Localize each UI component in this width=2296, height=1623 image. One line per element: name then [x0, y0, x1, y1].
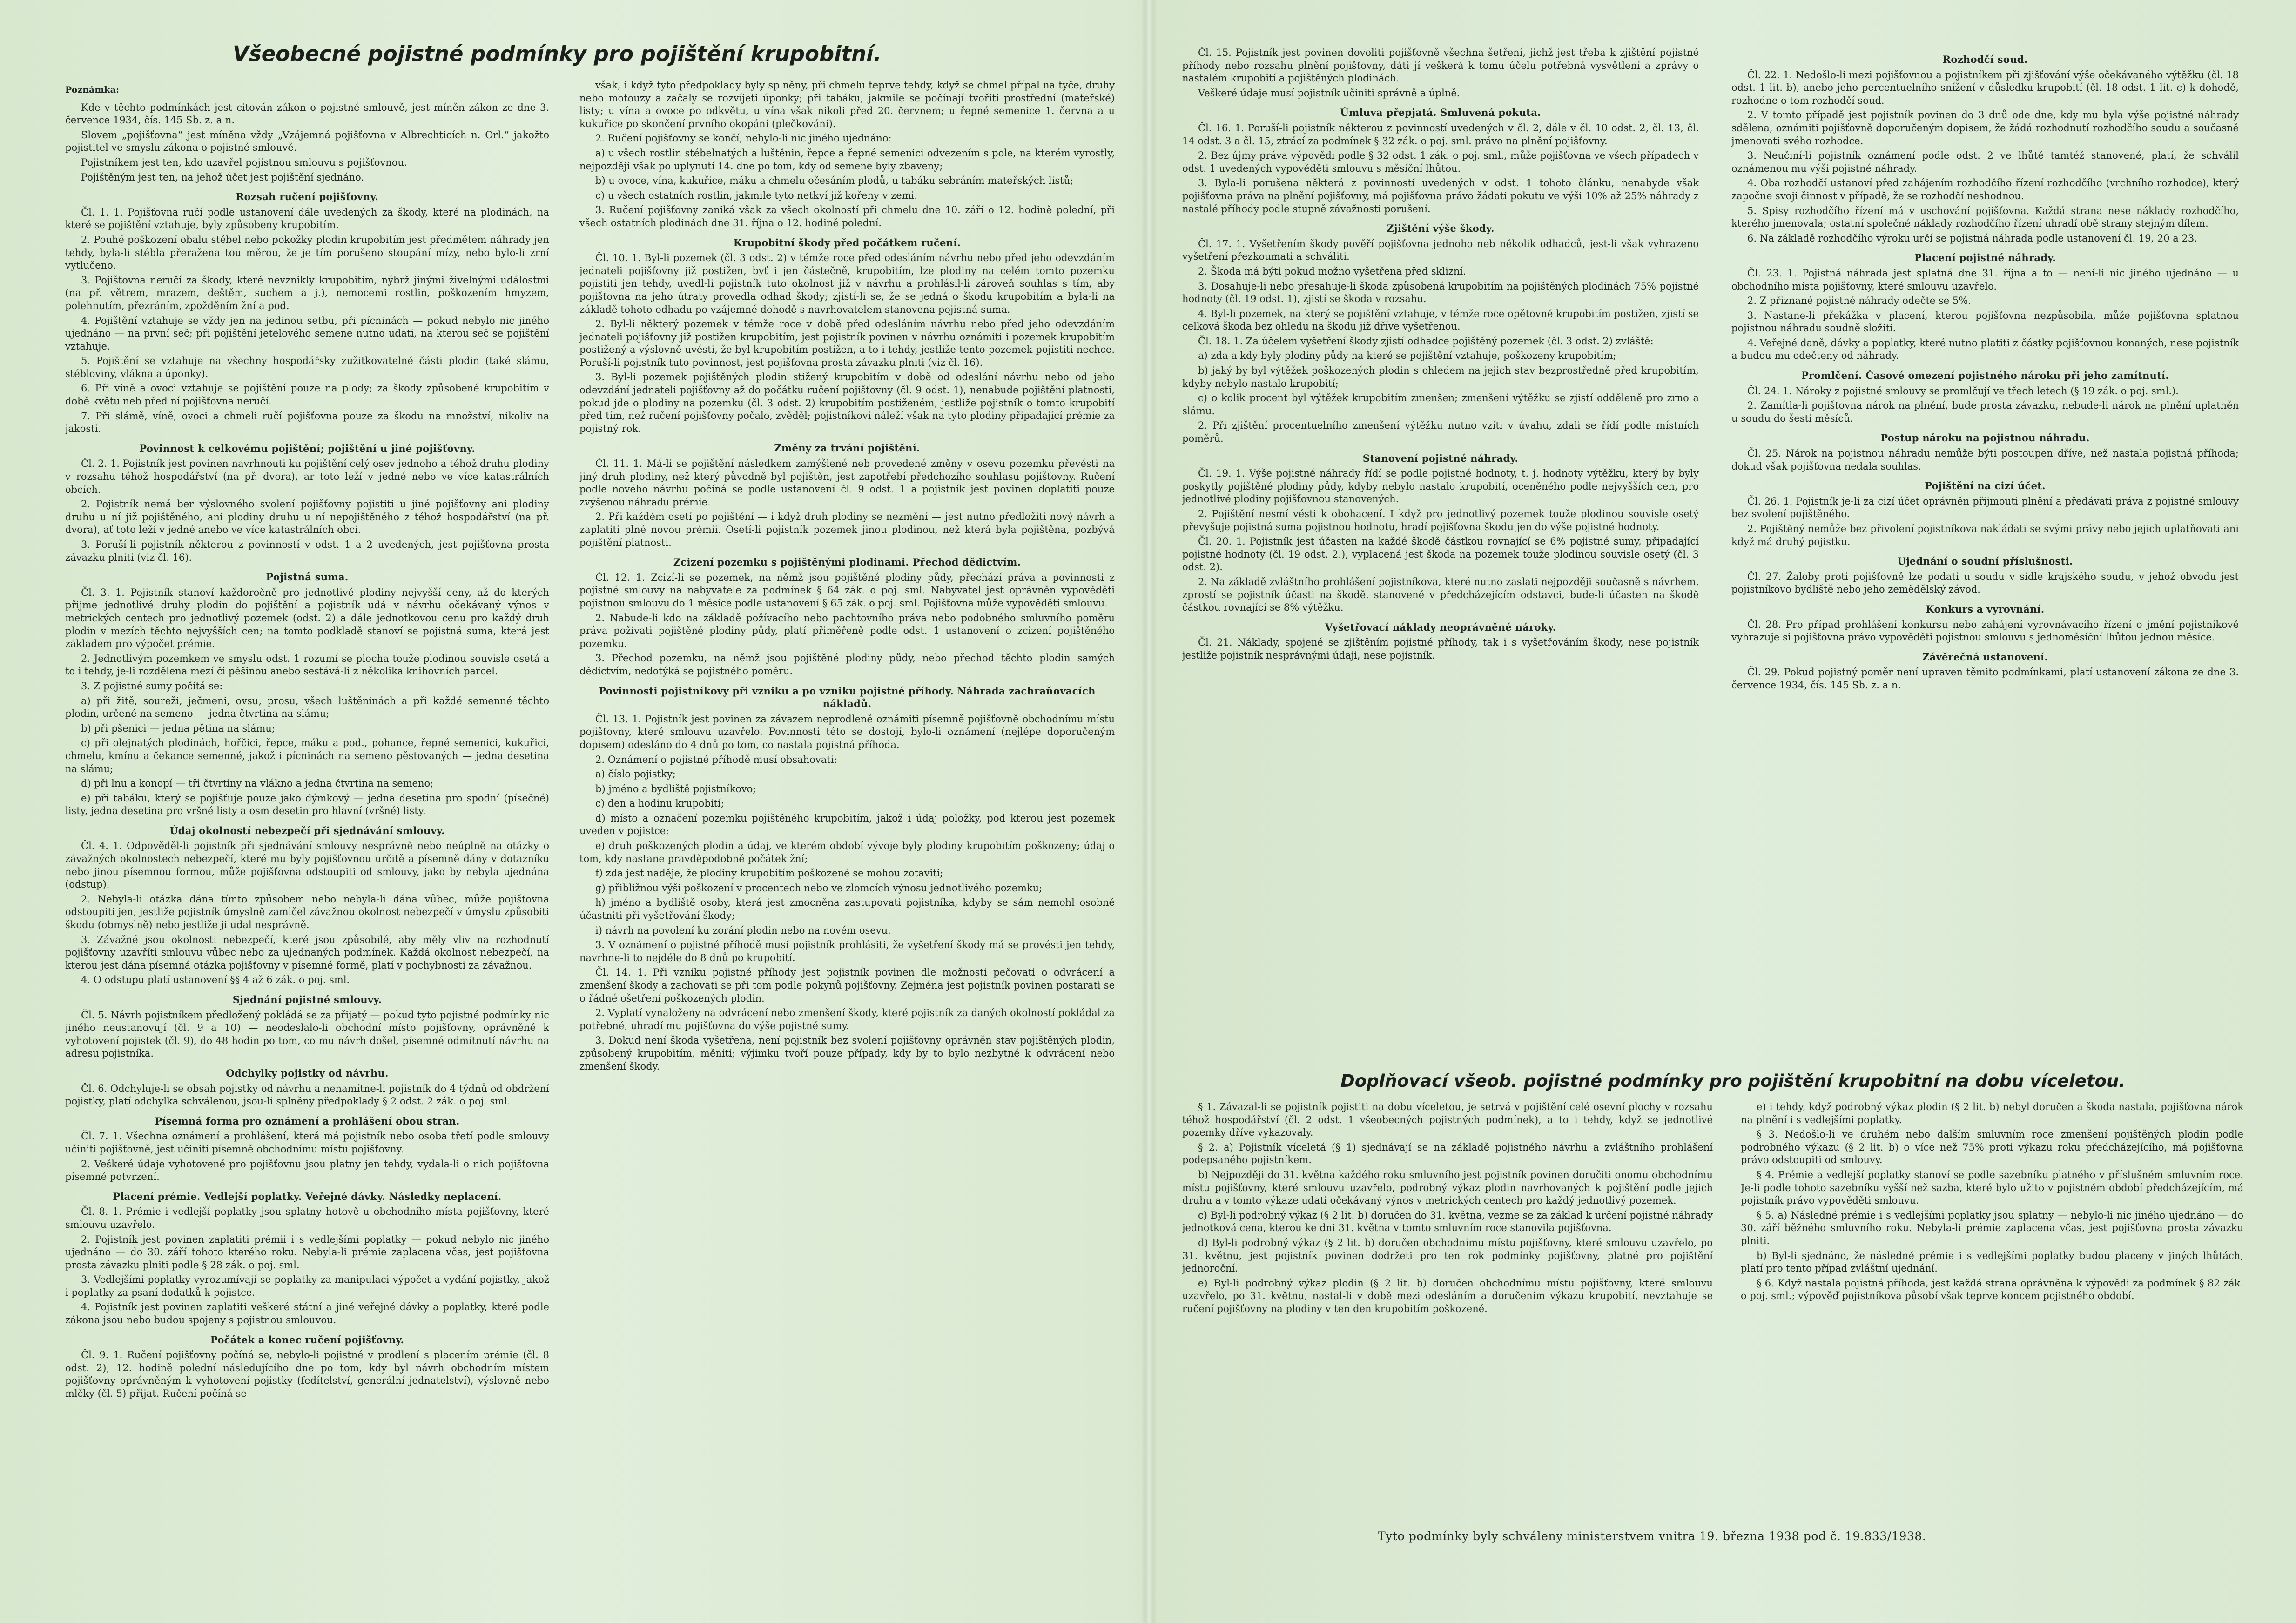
paragraph: 5. Spisy rozhodčího řízení má v uschování pojišťovna. Každá strana nese náklady rozhodčího, kterého jmenovala; ostatní společné náklady rozhodčího řízení uhradí obě strany stejným dílem. [1731, 205, 2239, 229]
paragraph: Čl. 29. Pokud pojistný poměr není upraven těmito podmínkami, platí ustanovení zákona ze dne 3. července 1934, čís. 145 Sb. z. a n. [1731, 667, 2239, 691]
paragraph: Pojistníkem jest ten, kdo uzavřel pojistnou smlouvu s pojišťovnou. [81, 156, 407, 168]
paragraph: b) u ovoce, vína, kukuřice, máku a chmelu očesáním plodů, u tabáku sebráním mateřských listů; [595, 175, 1074, 187]
paragraph: Čl. 2. 1. Pojistník jest povinen navrhnouti ku pojištění celý osev jednoho a téhož druhu plodiny v rozsahu téhož hospodářství (na př. dvora), ar toto leží v jedné nebo ve více katastrálních obcích. [65, 458, 549, 495]
paragraph: 5. Pojištění se vztahuje na všechny hospodářsky zužitkovatelné části plodin (také slámu, stébloviny, vlákna a úponky). [65, 355, 549, 379]
paragraph: 3. V oznámení o pojistné příhodě musí pojistník prohlásiti, že vyšetření škody má se provésti jen tehdy, navrhne-li to nejdéle do 8 dnů po krupobití. [579, 939, 1115, 963]
paragraph: Čl. 17. 1. Vyšetřením škody pověří pojišťovna jednoho neb několik odhadců, jest-li však vyhrazeno vyšetření přezkoumati a schváliti. [1182, 238, 1699, 263]
section-heading: Počátek a konec ručení pojišťovny. [210, 1333, 404, 1346]
paragraph: d) Byl-li podrobný výkaz (§ 2 lit. b) doručen obchodnímu místu pojišťovny, které smlouvu uzavřelo, po 31. květnu, jest pojistník povinen dodržeti pro ten rok podmínky pojišťovny, platné pro pojištění jednoroční. [1182, 1237, 1713, 1274]
section-heading: Ujednání o soudní příslušnosti. [1897, 555, 2073, 567]
paragraph: d) místo a označení pozemku pojištěného krupobitím, jakož i údaj položky, pod kterou jest pozemek uveden v pojistce; [579, 812, 1115, 837]
paragraph: Čl. 24. 1. Nároky z pojistné smlouvy se promlčují ve třech letech (§ 19 zák. o poj. sml.). [1747, 385, 2179, 397]
paragraph: Čl. 11. 1. Má-li se pojištění následkem zamýšlené neb provedené změny v osevu pozemku převésti na jiný druh plodiny, než který původně byl pojištěn, jest zapotřebí předchozího souhlasu pojišťovny. Ručení podle nového návrhu počíná se podle ustanovení čl. 9 odst. 1 a pojistník jest povinen doplatiti pouze zvýšenou náhradu prémie. [579, 458, 1115, 508]
paragraph: b) při pšenici — jedna pětina na slámu; [81, 722, 275, 734]
section-heading: Rozhodčí soud. [1942, 54, 2028, 65]
paragraph: Čl. 9. 1. Ručení pojišťovny počíná se, nebylo-li pojistné v prodlení s placením prémie (čl. 8 odst. 2), 12. hodině polední následujícího dne po tom, kdy byl návrh obchodním místem pojišťovny oprávněným k vyhotovení pojistky (fedítelství, generální jednatelství), výslovně nebo mlčky (čl. 5) přijat. Ručení počíná se [65, 1349, 549, 1400]
paragraph: 4. Pojištění vztahuje se vždy jen na jedinou setbu, při pícninách — pokud nebylo nic jiného ujednáno — na první seč; při pojištění jetelového semene nutno udati, na kterou seč se pojištění vztahuje. [65, 315, 549, 352]
paragraph: 2. Pouhé poškození obalu stébel nebo pokožky plodin krupobitím jest předmětem náhrady jen tehdy, byla-li stébla přeražena tou měrou, že je tím porušeno stoupání mízy, nebo bylo-li zrní vytlučeno. [65, 234, 549, 271]
paragraph: 2. Při zjištění procentuelního zmenšení výtěžku nutno vzíti v úvahu, zdali se řídí podle místních poměrů. [1182, 420, 1699, 444]
section-heading: Povinnost k celkovému pojištění; pojištění u jiné pojišťovny. [139, 442, 475, 454]
paragraph: e) při tabáku, který se pojišťuje pouze jako dýmkový — jedna desetina pro spodní (písečné) listy, jedna desetina pro vršné listy a osm desetin pro hlavní (vršné) listy. [65, 792, 549, 817]
section-heading: Stanovení pojistné náhrady. [1362, 452, 1519, 464]
paragraph: Čl. 6. Odchyluje-li se obsah pojistky od návrhu a nenamítne-li pojistník do 4 týdnů od obdržení pojistky, platí odchylka schválenou, jsou-li splněny předpoklady § 2 odst. 2 zák. o poj. sml. [65, 1083, 549, 1107]
section-heading: Zcizení pozemku s pojištěnými plodinami. Přechod dědictvím. [673, 556, 1021, 568]
paragraph: Slovem „pojišťovna“ jest míněna vždy „Vzájemná pojišťovna v Albrechticích n. Orl.“ jakožto pojistitel ve smyslu zákona o pojistné smlouvě. [65, 129, 549, 154]
section-heading: Změny za trvání pojištění. [774, 442, 920, 454]
paragraph: 4. O odstupu platí ustanovení §§ 4 až 6 zák. o poj. sml. [81, 974, 350, 986]
paragraph: Pojištěným jest ten, na jehož účet jest pojištění sjednáno. [81, 171, 364, 183]
paragraph: 2. Pojištění nesmí vésti k obohacení. I když pro jednotlivý pozemek touže plodinou souvisle osetý převyšuje pojistná suma pojistnou hodnotu, hradí pojišťovna škodu jen do výše pojistné hodnoty. [1182, 508, 1699, 532]
paragraph: § 3. Nedošlo-li ve druhém nebo dalším smluvním roce zmenšení pojištěných plodin podle podrobného výkazu (§ 2 lit. b) o více než 75% proti výkazu roku předcházejícího, má pojišťovna právo odstoupiti od smlouvy. [1741, 1129, 2243, 1166]
paragraph: b) jaký by byl výtěžek poškozených plodin s ohledem na jejich stav bezprostředně před krupobitím, kdyby nebylo nastalo krupobití; [1182, 365, 1699, 389]
paragraph: Kde v těchto podmínkách jest citován zákon o pojistné smlouvě, jest míněn zákon ze dne 3. července 1934, čís. 145 Sb. z. a n. [65, 101, 549, 126]
paragraph: 3. Pojišťovna neručí za škody, které nevznikly krupobitím, nýbrž jinými živelnými událostmi (na př. větrem, mrazem, deštěm, suchem a j.), nemocemi rostlin, poškozením hmyzem, polehnutím, přezráním, zpožděním žní a pod. [65, 274, 549, 311]
section-heading: Úmluva přepjatá. Smluvená pokuta. [1340, 107, 1541, 119]
paragraph: 3. Byla-li porušena některá z povinností uvedených v odst. 1 tohoto článku, nenabyde však pojišťovna práva na plnění pojišťovny, má pojišťovna právo žádati pokutu ve výši 10% až 25% náhrady z nastalé příhody podle stupně závažnosti porušení. [1182, 177, 1699, 215]
paragraph: 3. Z pojistné sumy počítá se: [81, 680, 223, 692]
section-heading: Krupobitní škody před počátkem ručení. [733, 236, 961, 249]
paragraph: a) zda a kdy byly plodiny půdy na které se pojištění vztahuje, poškozeny krupobitím; [1198, 350, 1616, 362]
paragraph: 2. Nabude-li kdo na základě požívacího nebo pachtovního práva nebo podobného smluvního poměru práva požívati pojištěné plodiny půdy, platí přiměřeně podle odst. 1 ustanovení o zcizení pojištěného pozemku. [579, 612, 1115, 649]
paragraph: však, i když tyto předpoklady byly splněny, při chmelu teprve tehdy, když se chmel přípal na tyče, druhy nebo motouzy a začaly se rozvíjeti úponky; při tabáku, jakmile se počínají tvořiti prostřední (mateřské) listy; u vína a ovoce po odkvětu, u vína však nikoli před 20. červnem; u řepné semenice 1. června a u kukuřice po skončení prvního okopání (plečkování). [579, 80, 1115, 129]
paragraph: e) druh poškozených plodin a údaj, ve kterém období vývoje byly plodiny krupobitím poškozeny; údaj o tom, kdy nastane pravděpodobně počátek žní; [579, 840, 1115, 864]
section-heading: Písemná forma pro oznámení a prohlášení obou stran. [155, 1115, 460, 1127]
paragraph: 3. Dosahuje-li nebo přesahuje-li škoda způsobená krupobitím na pojištěných plodinách 75% pojistné hodnoty (čl. 19 odst. 1), zjistí se škoda v rozsahu. [1182, 280, 1699, 305]
paragraph: Veškeré údaje musí pojistník učiniti správně a úplně. [1198, 87, 1460, 99]
paragraph: Čl. 26. 1. Pojistník je-li za cizí účet oprávněn přijmouti plnění a předávati práva z pojistné smlouvy bez svolení pojištěného. [1731, 495, 2239, 520]
paragraph: Čl. 22. 1. Nedošlo-li mezi pojišťovnou a pojistníkem při zjišťování výše očekávaného výtěžku (čl. 18 odst. 1 lit. b), anebo jeho percentuelního snížení v důsledku krupobití (čl. 18 odst. 1 lit. c) k dohodě, rozhodne o tom rozhodčí soud. [1731, 69, 2239, 106]
text-column-2 [579, 79, 1115, 1569]
paragraph: Čl. 25. Nárok na pojistnou náhradu nemůže býti postoupen dříve, než nastala pojistná příhoda; dokud však pojišťovna nedala souhlas. [1731, 448, 2239, 472]
paragraph: 3. Neučiní-li pojistník oznámení podle odst. 2 ve lhůtě tamtéž stanovené, platí, že schválil oznámenou mu výši pojistné náhrady. [1731, 150, 2239, 174]
paper-fold [1141, 0, 1157, 1623]
paragraph: Čl. 20. 1. Pojistník jest účasten na každé škodě částkou rovnající se 6% pojistné sumy, připadající pojistné hodnoty (čl. 19 odst. 2.), vyplacená jest škoda na pozemek touže plodinou souvisle osetý (čl. 3 odst. 2). [1182, 536, 1699, 573]
paragraph: 2. Pojistník jest povinen zaplatiti prémii i s vedlejšími poplatky — pokud nebylo nic jiného ujednáno — do 30. září tohoto kterého roku. Nebyla-li prémie zaplacena včas, jest pojišťovna prosta závazku plniti podle § 28 zák. o poj. sml. [65, 1233, 549, 1271]
paragraph: 4. Oba rozhodčí ustanoví před zahájením rozhodčího řízení rozhodčího (vrchního rozhodce), který započne svoji činnost v případě, že se rozhodčí neshodnou. [1731, 177, 2239, 202]
section-heading: Údaj okolností nebezpečí při sjednávání smlouvy. [169, 824, 445, 836]
paragraph: 2. Nebyla-li otázka dána tímto způsobem nebo nebyla-li dána vůbec, může pojišťovna odstoupiti jen, jestliže pojistník úmyslně zamlčel závažnou okolnost nebezpečí v úmyslu způsobiti škodu (obmyslně) nebo jestliže ji udal nesprávně. [65, 893, 549, 931]
supplement-title: Doplňovací všeob. pojistné podmínky pro pojištění krupobitní na dobu víceletou. [1340, 1071, 2126, 1091]
paragraph: 2. Oznámení o pojistné příhodě musí obsahovati: [595, 754, 837, 765]
section-heading: Rozsah ručení pojišťovny. [236, 191, 379, 203]
section-heading: Konkurs a vyrovnání. [1926, 603, 2045, 615]
paragraph: b) jméno a bydliště pojistníkovo; [595, 783, 756, 795]
paragraph: Čl. 16. 1. Poruší-li pojistník některou z povinností uvedených v čl. 2, dále v čl. 10 odst. 2, čl. 13, čl. 14 odst. 3 a čl. 15, ztrácí za podmínek § 32 zák. o poj. sml. právo na plnění pojišťovny. [1182, 122, 1699, 147]
section-heading: Odchylky pojistky od návrhu. [226, 1067, 389, 1079]
paragraph: c) den a hodinu krupobití; [595, 798, 724, 809]
section-heading: Pojistná suma. [266, 571, 349, 583]
document-title: Všeobecné pojistné podmínky pro pojištění krupobitní. [233, 41, 882, 66]
paragraph: b) Byl-li sjednáno, že následné prémie i s vedlejšími poplatky budou placeny v jiných lhůtách, platí pro tento případ zvláštní ujednání. [1741, 1250, 2243, 1274]
paragraph: 4. Byl-li pozemek, na který se pojištění vztahuje, v témže roce opětovně krupobitím postižen, zjistí se celková škoda bez ohledu na škodu již dříve vyšetřenou. [1182, 308, 1699, 332]
paragraph: Čl. 13. 1. Pojistník jest povinen za závazem neprodleně oznámiti písemně pojišťovně obchodnímu místu pojišťovny, které smlouvu uzavřelo. Povinnosti této se dostojí, bylo-li oznámení (nejlépe doporučeným dopisem) odesláno do 4 dnů po tom, co nastala pojistná příhoda. [579, 713, 1115, 750]
paragraph: 3. Nastane-li překážka v placení, kterou pojišťovna nezpůsobila, může pojišťovna splatnou pojistnou náhradu soudně složiti. [1731, 310, 2239, 334]
paragraph: 3. Poruší-li pojistník některou z povinností v odst. 1 a 2 uvedených, jest pojišťovna prosta závazku plniti (viz čl. 16). [65, 539, 549, 563]
paragraph: § 6. Když nastala pojistná příhoda, jest každá strana oprávněna k výpovědi za podmínek § 82 zák. o poj. sml.; výpověď pojistníkova působí však teprve koncem pojistného období. [1741, 1277, 2243, 1302]
paragraph: h) jméno a bydliště osoby, která jest zmocněna zastupovati pojistníka, kdyby se sám nemohl osobně účastniti při vyšetřování škody; [579, 897, 1115, 922]
paragraph: f) zda jest naděje, že plodiny krupobitím poškozené se mohou zotaviti; [595, 868, 943, 879]
paragraph: Čl. 3. 1. Pojistník stanoví každoročně pro jednotlivé plodiny nejvyšší ceny, až do kterých přijme jednotlivé druhy plodin do pojištění a pojistník udá v návrhu očekávaný výnos v metrických centech pro jednotlivý pozemek (odst. 2) a dále jednotkovou cenu pro každý druh plodin v mezích těchto nejvyšších cen; na tomto podkladě stanoví se pojistná suma, která jest základem pro výpočet prémie. [65, 586, 549, 650]
approval-line: Tyto podmínky byly schváleny ministerstvem vnitra 19. března 1938 pod č. 19.833/1938. [1378, 1529, 1926, 1543]
paragraph: c) při olejnatých plodinách, hořčici, řepce, máku a pod., pohance, řepné semenici, kukuřici, chmelu, kmínu a čekance semenné, jakož i pícninách na semeno pěstovaných — jedna desetina na slámu; [65, 737, 549, 774]
paragraph: § 1. Závazal-li se pojistník pojistiti na dobu víceletou, je setrvá v pojištění celé osevní plochy v rozsahu téhož hospodářství (čl. 2 odst. 1 všeobecných pojistných podmínek), a to i tehdy, když se jednotlivé pozemky dříve vykazovaly. [1182, 1101, 1713, 1138]
paragraph: Čl. 27. Žaloby proti pojišťovně lze podati u soudu v sídle krajského soudu, v jehož obvodu jest pojistníkovo bydliště nebo jeho zemědělský závod. [1731, 571, 2239, 595]
paragraph: 3. Závažné jsou okolnosti nebezpečí, které jsou způsobilé, aby měly vliv na rozhodnutí pojišťovny uzavříti smlouvu vůbec nebo za ujednaných podmínek. Každá okolnost nebezpečí, na kterou jest dána písemná otázka pojišťovny v písemné formě, platí v pochybnosti za závažnou. [65, 934, 549, 971]
paragraph: Čl. 14. 1. Při vzniku pojistné příhody jest pojistník povinen dle možnosti pečovati o odvrácení a zmenšení škody a zachovati se při tom podle pokynů pojišťovny. Zejména jest pojistník povinen postarati se o řádné ošetření poškozených plodin. [579, 967, 1115, 1004]
paragraph: 2. Jednotlivým pozemkem ve smyslu odst. 1 rozumí se plocha touže plodinou souvisle osetá a to i tehdy, je-li rozdělena mezí či pěšinou anebo sestává-li z několika knihovních parcel. [65, 653, 549, 677]
paragraph: d) při lnu a konopí — tři čtvrtiny na vlákno a jedna čtvrtina na semeno; [81, 778, 434, 789]
paragraph: 2. Veškeré údaje vyhotovené pro pojišťovnu jsou platny jen tehdy, vydala-li o nich pojišťovna písemné potvrzení. [65, 1158, 549, 1183]
paragraph: Čl. 4. 1. Odpověděl-li pojistník při sjednávání smlouvy nesprávně nebo neúplně na otázky o závažných okolnostech nebezpečí, které mu byly pojišťovnou určitě a písemně dány v dotazníku nebo jinou písemnou formou, může pojišťovna odstoupiti od smlouvy, jako by nebyla ujednána (odstup). [65, 840, 549, 890]
paragraph: 3. Přechod pozemku, na němž jsou pojištěné plodiny půdy, nebo přechod těchto plodin samých dědictvím, nedotýká se pojistného poměru. [579, 653, 1115, 677]
paragraph: 2. Škoda má býti pokud možno vyšetřena před sklizní. [1198, 265, 1466, 277]
paragraph: 2. Bez újmy práva výpovědi podle § 32 odst. 1 zák. o poj. sml., může pojišťovna ve všech případech v odst. 1 uvedených vypověděti smlouvu s měsíční lhůtou. [1182, 150, 1699, 174]
section-heading: Pojištění na cizí účet. [1925, 480, 2046, 492]
paragraph: 3. Ručení pojišťovny zaniká však za všech okolností při chmelu dne 10. září o 12. hodině polední, při všech ostatních plodinách dne 31. října o 12. hodině polední. [579, 204, 1115, 229]
paragraph: Čl. 10. 1. Byl-li pozemek (čl. 3 odst. 2) v témže roce před odesláním návrhu nebo před jeho odevzdáním jednateli pojišťovny již postižen, byť i jen částečně, krupobitím, lze plodiny na celém tomto pozemku pojistiti jen tehdy, uvedl-li pojistník tuto okolnost již v návrhu a prohlásil-li zároveň souhlas s tím, aby pojišťovna na jeho útraty provedla odhad škody; zjistí-li se, že se jedná o škodu krupobitím a byla-li na základě tohoto odhadu po vzájemné dohodě s navrhovatelem stanovena pojistná suma. [579, 252, 1115, 315]
section-heading: Promlčení. Časové omezení pojistného nároku při jeho zamítnutí. [1801, 370, 2169, 382]
paragraph: 2. Pojištěný nemůže bez přivolení pojistníkova nakládati se svými právy nebo jejich uplatňovati ani když má druhý pojistku. [1731, 523, 2239, 547]
section-heading: Postup nároku na pojistnou náhradu. [1880, 432, 2090, 444]
paragraph: 3. Dokud není škoda vyšetřena, není pojistník bez svolení pojišťovny oprávněn stav pojištěných plodin, způsobený krupobitím, měniti; výjimku tvoří pouze případy, kdy by to bylo nezbytné k odvrácení nebo zmenšení škody. [579, 1035, 1115, 1072]
text-column-1 [65, 84, 549, 1564]
paragraph: a) u všech rostlin stébelnatých a luštěnin, řepce a řepné semenici odvezením s pole, na kterém vyrostly, nejpozději však po uplynutí 14. dne po tom, kdy od semene byly zbaveny; [579, 147, 1115, 172]
paragraph: 2. Na základě zvláštního prohlášení pojistníkova, které nutno zaslati nejpozději současně s návrhem, zprostí se pojistník účasti na škodě, stanovené v předcházejícím odstavci, bude-li účasten na škodě částkou rovnající se 8% výtěžku. [1182, 576, 1699, 613]
paragraph: Čl. 8. 1. Prémie i vedlejší poplatky jsou splatny hotově u obchodního místa pojišťovny, které smlouvu uzavřelo. [65, 1206, 549, 1230]
paragraph: 4. Pojistník jest povinen zaplatiti veškeré státní a jiné veřejné dávky a poplatky, které podle zákona jsou nebo budou spojeny s pojistnou smlouvou. [65, 1301, 549, 1326]
paragraph: e) i tehdy, když podrobný výkaz plodin (§ 2 lit. b) nebyl doručen a škoda nastala, pojišťovna nárok na plnění i s vedlejšími poplatky. [1741, 1101, 2243, 1125]
paragraph: Čl. 23. 1. Pojistná náhrada jest splatná dne 31. října a to — není-li nic jiného ujednáno — u obchodního místa pojišťovny, které smlouvu uzavřelo. [1731, 267, 2239, 292]
text-column-4 [1731, 47, 2239, 1066]
paragraph: i) návrh na povolení ku zorání plodin nebo na novém osevu. [595, 924, 891, 936]
paragraph: 2. Při každém osetí po pojištění — i když druh plodiny se nezmění — jest nutno předložiti nový návrh a zaplatiti plné novou prémii. Osetí-li pojistník pozemek jinou plodinou, než která byla pojištěna, pozbývá pojištění platnosti. [579, 511, 1115, 548]
paragraph: 7. Při slámě, víně, ovoci a chmeli ručí pojišťovna pouze za škodu na množství, nikoliv na jakosti. [65, 410, 549, 435]
text-column-3 [1182, 47, 1699, 1066]
paragraph: 4. Veřejné daně, dávky a poplatky, které nutno platiti z částky pojišťovnou konaných, nese pojistník a budou mu odečteny od náhrady. [1731, 337, 2239, 362]
paragraph: § 4. Prémie a vedlejší poplatky stanoví se podle sazebníku platného v příslušném smluvním roce. Je-li podle tohoto sazebníku vyšší než sazba, které bylo užito v pojistném období předcházejícím, má pojistník právo vypověděti smlouvu. [1741, 1169, 2243, 1206]
paragraph: Čl. 1. 1. Pojišťovna ručí podle ustanovení dále uvedených za škody, které na plodinách, na které se pojištění vztahuje, byly způsobeny krupobitím. [65, 206, 549, 231]
paragraph: Čl. 7. 1. Všechna oznámení a prohlášení, která má pojistník nebo osoba třetí podle smlouvy učiniti pojišťovně, jest učiniti písemně obchodnímu místu pojišťovny. [65, 1131, 549, 1155]
paragraph: a) při žitě, soureži, ječmeni, ovsu, prosu, všech luštěninách a při každé semenné těchto plodin, určené na semeno — jedna čtvrtina na slámu; [65, 695, 549, 720]
paragraph: 2. Pojistník nemá ber výslovného svolení pojišťovny pojistiti u jiné pojišťovny ani plodiny druhu u ní již pojištěného, ani plodiny druhu u ní nepojištěného z téhož hospodářství (na př. dvora), ať toto leží v jedné anebo ve více katastrálních obcí. [65, 498, 549, 536]
paragraph: Čl. 28. Pro případ prohlášení konkursu nebo zahájení vyrovnávacího řízení o jmění pojistníkově vyhrazuje si pojišťovna právo vypověděti pojistnou smlouvu s jednoměsíční lhůtou jednou měsíce. [1731, 619, 2239, 643]
paragraph: c) o kolik procent byl výtěžek krupobitím zmenšen; zmenšení výtěžku se zjistí odděleně pro zrno a slámu. [1182, 392, 1699, 417]
text-column-5 [1182, 1101, 1713, 1589]
paragraph: c) u všech ostatních rostlin, jakmile tyto netkví již kořeny v zemi. [595, 189, 917, 201]
paragraph: 2. Zamítla-li pojišťovna nárok na plnění, bude prosta závazku, nebude-li nárok na plnění uplatněn u soudu do šesti měsíců. [1731, 400, 2239, 424]
section-heading: Placení prémie. Vedlejší poplatky. Veřejné dávky. Následky neplacení. [113, 1190, 502, 1202]
paragraph: 2. Z přiznané pojistné náhrady odečte se 5%. [1747, 295, 1971, 307]
paragraph: 2. Vyplatí vynaloženy na odvrácení nebo zmenšení škody, které pojistník za daných okolností pokládal za potřebné, uhradí mu pojišťovna do výše pojistné sumy. [579, 1007, 1115, 1031]
paragraph: 6. Na základě rozhodčího výroku určí se pojistná náhrada podle ustanovení čl. 19, 20 a 23. [1747, 232, 2197, 244]
section-heading: Povinnosti pojistníkovy při vzniku a po vzniku pojistné příhody. Náhrada zachraňovacích nákladů. [599, 685, 1096, 710]
paragraph: Čl. 21. Náklady, spojené se zjištěním pojistné příhody, tak i s vyšetřováním škody, nese pojistník jestliže pojistník nesprávnými údaji, nese pojistník. [1182, 637, 1699, 661]
section-heading: Vyšetřovací náklady neoprávněné nároky. [1325, 621, 1556, 633]
paragraph: 3. Vedlejšími poplatky vyrozumívají se poplatky za manipulaci výpočet a vydání pojistky, jakož i poplatky za psaní dodatků k pojistce. [65, 1274, 549, 1298]
paragraph: 3. Byl-li pozemek pojištěných plodin stižený krupobitím v době od odeslání návrhu nebo od jeho odevzdání jednateli pojišťovny až do počátku ručení pojišťovny (čl. 9 odst. 1), nenabude pojištění platnosti, pokud jde o plodiny na pozemku (čl. 3 odst. 2) krupobitím postiženém, jestliže pojistník o tomto krupobití před tím, než ručení pojišťovny počalo, zvěděl; pojistníkovi náleží však na tyto plodiny připadající prémie za pojistný rok. [579, 371, 1115, 434]
paragraph: b) Nejpozději do 31. května každého roku smluvního jest pojistník povinen doručiti onomu obchodnímu místu pojišťovny, které smlouvu uzavřelo, podrobný výkaz plodin navrhovaných k pojištění podle jejich druhu a v tomto výkaze udati očekávaný výnos v metrických centech pro každý jednotlivý pozemek. [1182, 1169, 1713, 1206]
paragraph: 2. Byl-li některý pozemek v témže roce v době před odesláním návrhu nebo před jeho odevzdáním jednateli pojišťovny již postižen krupobitím, jest pojistník povinen v návrhu oznámiti i pozemek krupobitím postižený a výslovně uvésti, že byl krupobitím postižen, a to i tehdy, jestliže tento pozemek pojistiti nechce. Poruší-li pojistník tuto povinnost, jest pojišťovna prosta závazku plniti (viz čl. 16). [579, 318, 1115, 368]
text-column-6 [1741, 1101, 2243, 1520]
paragraph: g) přibližnou výši poškození v procentech nebo ve zlomcích výnosu jednotlivého pozemku; [595, 882, 1043, 894]
paragraph: § 5. a) Následné prémie i s vedlejšími poplatky jsou splatny — nebylo-li nic jiného ujednáno — do 30. září běžného smluvního roku. Nebyla-li prémie zaplacena včas, jest pojišťovna prosta závazku plniti. [1741, 1209, 2243, 1246]
paragraph: c) Byl-li podrobný výkaz (§ 2 lit. b) doručen do 31. května, vezme se za základ k určení pojistné náhrady jednotková cena, kterou ke dni 31. května v tomto smluvním roce stanovila pojišťovna. [1182, 1209, 1713, 1234]
paragraph: Čl. 15. Pojistník jest povinen dovoliti pojišťovně všechna šetření, jichž jest třeba k zjištění pojistné příhody nebo rozsahu plnění pojišťovny, dáti jí veškerá k tomu účelu potřebná vysvětlení a zprávy o nastalém krupobití a pojištěných plodinách. [1182, 47, 1699, 84]
paragraph: Čl. 12. 1. Zcizí-li se pozemek, na němž jsou pojištěné plodiny půdy, přechází práva a povinnosti z pojistné smlouvy na nabyvatele za podmínek § 64 zák. o poj. sml. Nabyvatel jest oprávněn vypověděti pojistnou smlouvu do 1 měsíce podle ustanovení § 65 zák. o poj. sml. Pojišťovna může vypověděti smlouvu. [579, 572, 1115, 609]
paragraph: 2. V tomto případě jest pojistník povinen do 3 dnů ode dne, kdy mu byla výše pojistné náhrady sdělena, oznámiti pojišťovně doporučeným dopisem, že žádá rozhodnutí rozhodčího soudu a současně jmenovati svého rozhodce. [1731, 109, 2239, 147]
section-heading: Závěrečná ustanovení. [1922, 651, 2048, 663]
section-heading: Sjednání pojistné smlouvy. [232, 994, 382, 1005]
section-heading: Zjištění výše škody. [1387, 222, 1495, 235]
paragraph: § 2. a) Pojistník víceletá (§ 1) sjednávají se na základě pojistného návrhu a zvláštního prohlášení podepsaného pojistníkem. [1182, 1141, 1713, 1166]
paragraph: e) Byl-li podrobný výkaz plodin (§ 2 lit. b) doručen obchodnímu místu pojišťovny, které smlouvu uzavřelo, po 31. květnu, nastal-li v době mezi odesláním a doručením výkazu krupobití, nevztahuje se ručení pojišťovny na plodiny v ten den krupobitím poškozené. [1182, 1277, 1713, 1314]
note-heading: Poznámka: [65, 85, 119, 95]
paragraph: Čl. 19. 1. Výše pojistné náhrady řídí se podle pojistné hodnoty, t. j. hodnoty výtěžku, který by byly poskytly pojištěné plodiny půdy, kdyby nebylo nastalo krupobití, oceněného podle nejvyšších cen, pro jednotlivé plodiny pojišťovnou stanovených. [1182, 468, 1699, 505]
paragraph: Čl. 5. Návrh pojistníkem předložený pokládá se za přijatý — pokud tyto pojistné podmínky nic jiného neustanovují (čl. 9 a 10) — neodeslalo-li obchodní místo pojišťovny, oprávněné k vyhotovení pojistek (čl. 9), do 48 hodin po tom, co mu návrh došel, písemné odmítnutí návrhu na adresu pojistníka. [65, 1009, 549, 1059]
paragraph: 2. Ručení pojišťovny se končí, nebylo-li nic jiného ujednáno: [595, 133, 892, 144]
section-heading: Placení pojistné náhrady. [1914, 252, 2056, 264]
paragraph: Čl. 18. 1. Za účelem vyšetření škody zjistí odhadce pojištěný pozemek (čl. 3 odst. 2) zvláště: [1198, 335, 1654, 347]
paragraph: 6. Při vině a ovoci vztahuje se pojištění pouze na plody; za škody způsobené krupobitím v době květu neb před ní pojišťovna neručí. [65, 383, 549, 407]
paragraph: a) číslo pojistky; [595, 768, 676, 780]
